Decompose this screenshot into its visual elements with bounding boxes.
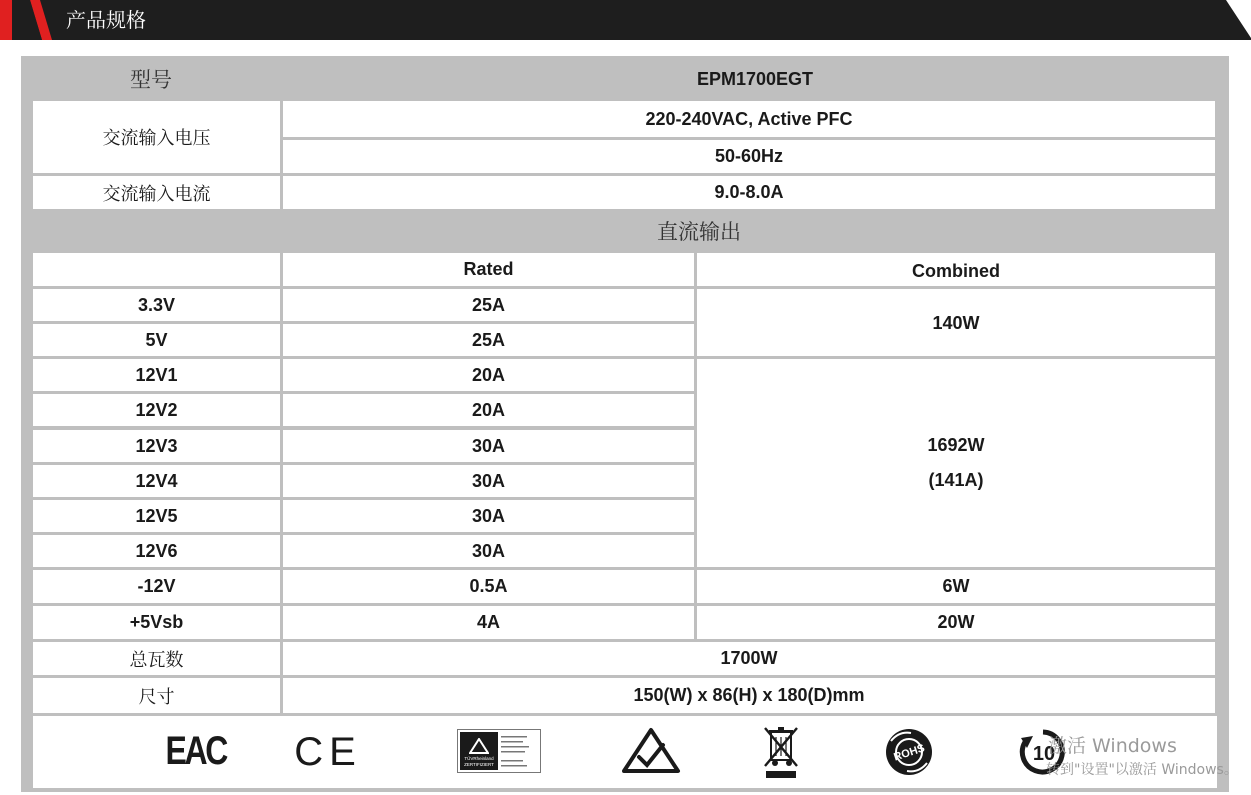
rail-rated: 25A (283, 324, 694, 356)
combined-12v-amps: (141A) (928, 470, 984, 490)
rail-rated: 30A (283, 500, 694, 532)
rail-rated: 25A (283, 289, 694, 321)
certifications-row (33, 716, 1217, 788)
rail-label: -12V (33, 570, 280, 603)
model-label: 型号 (130, 68, 172, 92)
tuv-triangle-icon (469, 738, 489, 754)
rail-label: 12V6 (33, 535, 280, 567)
combined-neg12v: 6W (697, 570, 1215, 603)
rail-label: 3.3V (33, 289, 280, 321)
rail-rated: 4A (283, 606, 694, 639)
total-power-value: 1700W (283, 642, 1215, 675)
section-header (0, 0, 1251, 42)
tuv-certified-icon: TÜVRheinland ZERTIFIZIERT (457, 729, 541, 773)
rail-header-empty (33, 253, 280, 286)
ac-current-label: 交流输入电流 (33, 176, 280, 209)
total-power-label: 总瓦数 (33, 642, 280, 675)
activation-watermark-subtitle: 转到"设置"以激活 Windows。 (1046, 762, 1238, 778)
epup-number: 10 (1032, 743, 1056, 765)
ac-voltage-value: 220-240VAC, Active PFC (283, 101, 1215, 137)
combined-12v-watts: 1692W (927, 435, 985, 455)
rail-label: 12V3 (33, 430, 280, 462)
rohs-mark-icon (883, 727, 935, 777)
header-bar-shape (0, 0, 1251, 42)
header-title: 产品规格 (66, 8, 146, 32)
rcm-mark-icon (620, 726, 682, 776)
rail-label: 12V1 (33, 359, 280, 391)
rail-label: +5Vsb (33, 606, 280, 639)
ac-current-value: 9.0-8.0A (283, 176, 1215, 209)
rated-column-header: Rated (283, 253, 694, 286)
dimensions-value: 150(W) x 86(H) x 180(D)mm (283, 678, 1215, 713)
rail-label: 12V5 (33, 500, 280, 532)
rail-rated: 30A (283, 535, 694, 567)
tuv-text-lines-icon (501, 734, 539, 770)
rail-label: 5V (33, 324, 280, 356)
combined-12v (697, 359, 1215, 567)
activation-watermark-title: 激活 Windows (1048, 735, 1177, 757)
weee-bin-icon (763, 726, 799, 780)
model-value: EPM1700EGT (696, 68, 814, 89)
dc-output-title: 直流输出 (657, 220, 741, 244)
ac-frequency-value: 50-60Hz (283, 140, 1215, 173)
dimensions-label: 尺寸 (33, 678, 280, 713)
rail-rated: 0.5A (283, 570, 694, 603)
rail-rated: 30A (283, 430, 694, 462)
spec-table (21, 56, 1229, 792)
eac-mark-icon: EAC (165, 728, 227, 773)
rail-rated: 20A (283, 359, 694, 391)
combined-5vsb: 20W (697, 606, 1215, 639)
rail-label: 12V4 (33, 465, 280, 497)
rail-rated: 30A (283, 465, 694, 497)
combined-3v3-5v: 140W (697, 289, 1215, 356)
rohs-text: ROHS (892, 742, 927, 764)
combined-column-header: Combined (697, 253, 1215, 286)
ce-mark-icon: CE (294, 729, 362, 774)
rail-label: 12V2 (33, 394, 280, 426)
ac-voltage-label: 交流输入电压 (33, 101, 280, 173)
rail-rated: 20A (283, 394, 694, 426)
